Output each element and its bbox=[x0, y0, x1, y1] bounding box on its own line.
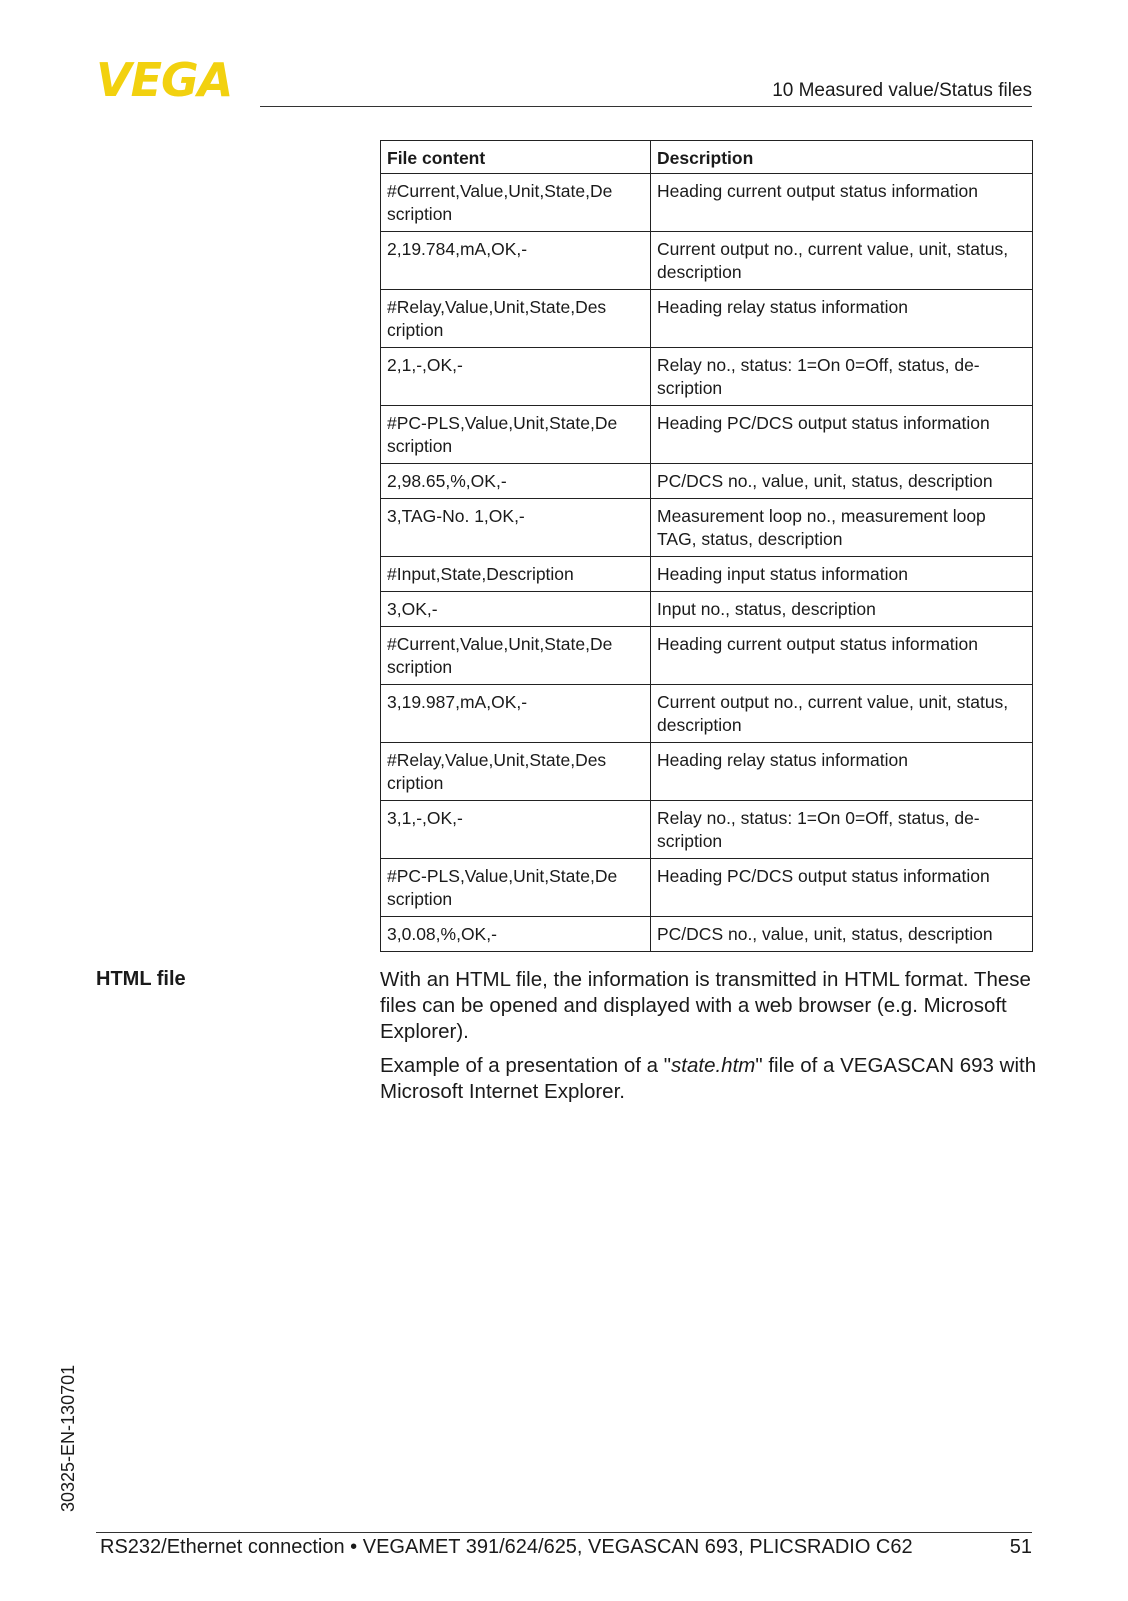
file-name: state.htm bbox=[671, 1054, 756, 1077]
file-content-cell: 3,19.987,mA,OK,- bbox=[381, 685, 651, 743]
description-cell: Heading relay status information bbox=[651, 743, 1033, 801]
table-row bbox=[381, 743, 1033, 801]
file-content-cell: #Relay,Value,Unit,State,Des cription bbox=[381, 290, 651, 348]
table-row bbox=[381, 174, 1033, 232]
file-content-cell: #Current,Value,Unit,State,De scription bbox=[381, 627, 651, 685]
table-row bbox=[381, 557, 1033, 592]
description-cell: PC/DCS no., value, unit, status, description bbox=[651, 917, 1033, 952]
paragraph: With an HTML file, the information is transmitted in HTML format. These files can be opened and displayed with a web browser (e.g. Microsoft Explorer). bbox=[380, 968, 1031, 1043]
table-body bbox=[381, 174, 1033, 952]
table-row bbox=[381, 859, 1033, 917]
paragraph bbox=[380, 1053, 1040, 1105]
table-row bbox=[381, 627, 1033, 685]
file-content-cell: 3,0.08,%,OK,- bbox=[381, 917, 651, 952]
file-content-cell: #PC-PLS,Value,Unit,State,De scription bbox=[381, 406, 651, 464]
paragraph-text: Example of a presentation of a " bbox=[380, 1054, 672, 1077]
file-content-cell: #PC-PLS,Value,Unit,State,De scription bbox=[381, 859, 651, 917]
description-cell: Heading input status information bbox=[651, 557, 1033, 592]
file-content-cell: 2,19.784,mA,OK,- bbox=[381, 232, 651, 290]
description-cell: Heading PC/DCS output status information bbox=[651, 406, 1033, 464]
description-cell: Input no., status, description bbox=[651, 592, 1033, 627]
section-heading: HTML file bbox=[96, 968, 186, 990]
file-content-cell: 3,1,-,OK,- bbox=[381, 801, 651, 859]
description-cell: Heading current output status information bbox=[651, 627, 1033, 685]
footer-text: RS232/Ethernet connection • VEGAMET 391/624/625, VEGASCAN 693, PLICSRADIO C62 bbox=[100, 1536, 913, 1558]
document-code: 30325-EN-130701 bbox=[58, 1364, 78, 1512]
description-cell: Relay no., status: 1=On 0=Off, status, de- scription bbox=[651, 348, 1033, 406]
column-header-description: Description bbox=[651, 141, 1033, 174]
file-content-cell: #Input,State,Description bbox=[381, 557, 651, 592]
table-row bbox=[381, 801, 1033, 859]
file-content-cell: 2,1,-,OK,- bbox=[381, 348, 651, 406]
description-cell: Measurement loop no., measurement loop TAG, status, description bbox=[651, 499, 1033, 557]
table-row bbox=[381, 464, 1033, 499]
description-cell: Current output no., current value, unit, status, description bbox=[651, 232, 1033, 290]
file-content-cell: 3,TAG-No. 1,OK,- bbox=[381, 499, 651, 557]
table-row bbox=[381, 348, 1033, 406]
logo-text: VEGA bbox=[96, 56, 233, 102]
table-row bbox=[381, 499, 1033, 557]
description-cell: Current output no., current value, unit, status, description bbox=[651, 685, 1033, 743]
status-file-table bbox=[380, 140, 1033, 952]
table-row bbox=[381, 290, 1033, 348]
file-content-cell: #Relay,Value,Unit,State,Des cription bbox=[381, 743, 651, 801]
table-header-row bbox=[381, 141, 1033, 174]
file-content-cell: #Current,Value,Unit,State,De scription bbox=[381, 174, 651, 232]
header-divider bbox=[260, 106, 1032, 107]
description-cell: PC/DCS no., value, unit, status, description bbox=[651, 464, 1033, 499]
description-cell: Heading current output status information bbox=[651, 174, 1033, 232]
file-content-cell: 3,OK,- bbox=[381, 592, 651, 627]
description-cell: Heading relay status information bbox=[651, 290, 1033, 348]
table-row bbox=[381, 917, 1033, 952]
description-cell: Heading PC/DCS output status information bbox=[651, 859, 1033, 917]
section-title: 10 Measured value/Status files bbox=[772, 80, 1032, 101]
paragraph-text: " file of a VEGASCAN 693 with Microsoft Internet Explorer. bbox=[380, 1054, 1037, 1103]
column-header-file-content: File content bbox=[381, 141, 651, 174]
file-content-cell: 2,98.65,%,OK,- bbox=[381, 464, 651, 499]
table-row bbox=[381, 685, 1033, 743]
page-number: 51 bbox=[1009, 1536, 1032, 1558]
table-row bbox=[381, 592, 1033, 627]
table-row bbox=[381, 232, 1033, 290]
description-cell: Relay no., status: 1=On 0=Off, status, de- scription bbox=[651, 801, 1033, 859]
vega-logo bbox=[96, 56, 248, 102]
table-row bbox=[381, 406, 1033, 464]
footer-divider bbox=[96, 1532, 1032, 1533]
body-text bbox=[380, 967, 1040, 1113]
